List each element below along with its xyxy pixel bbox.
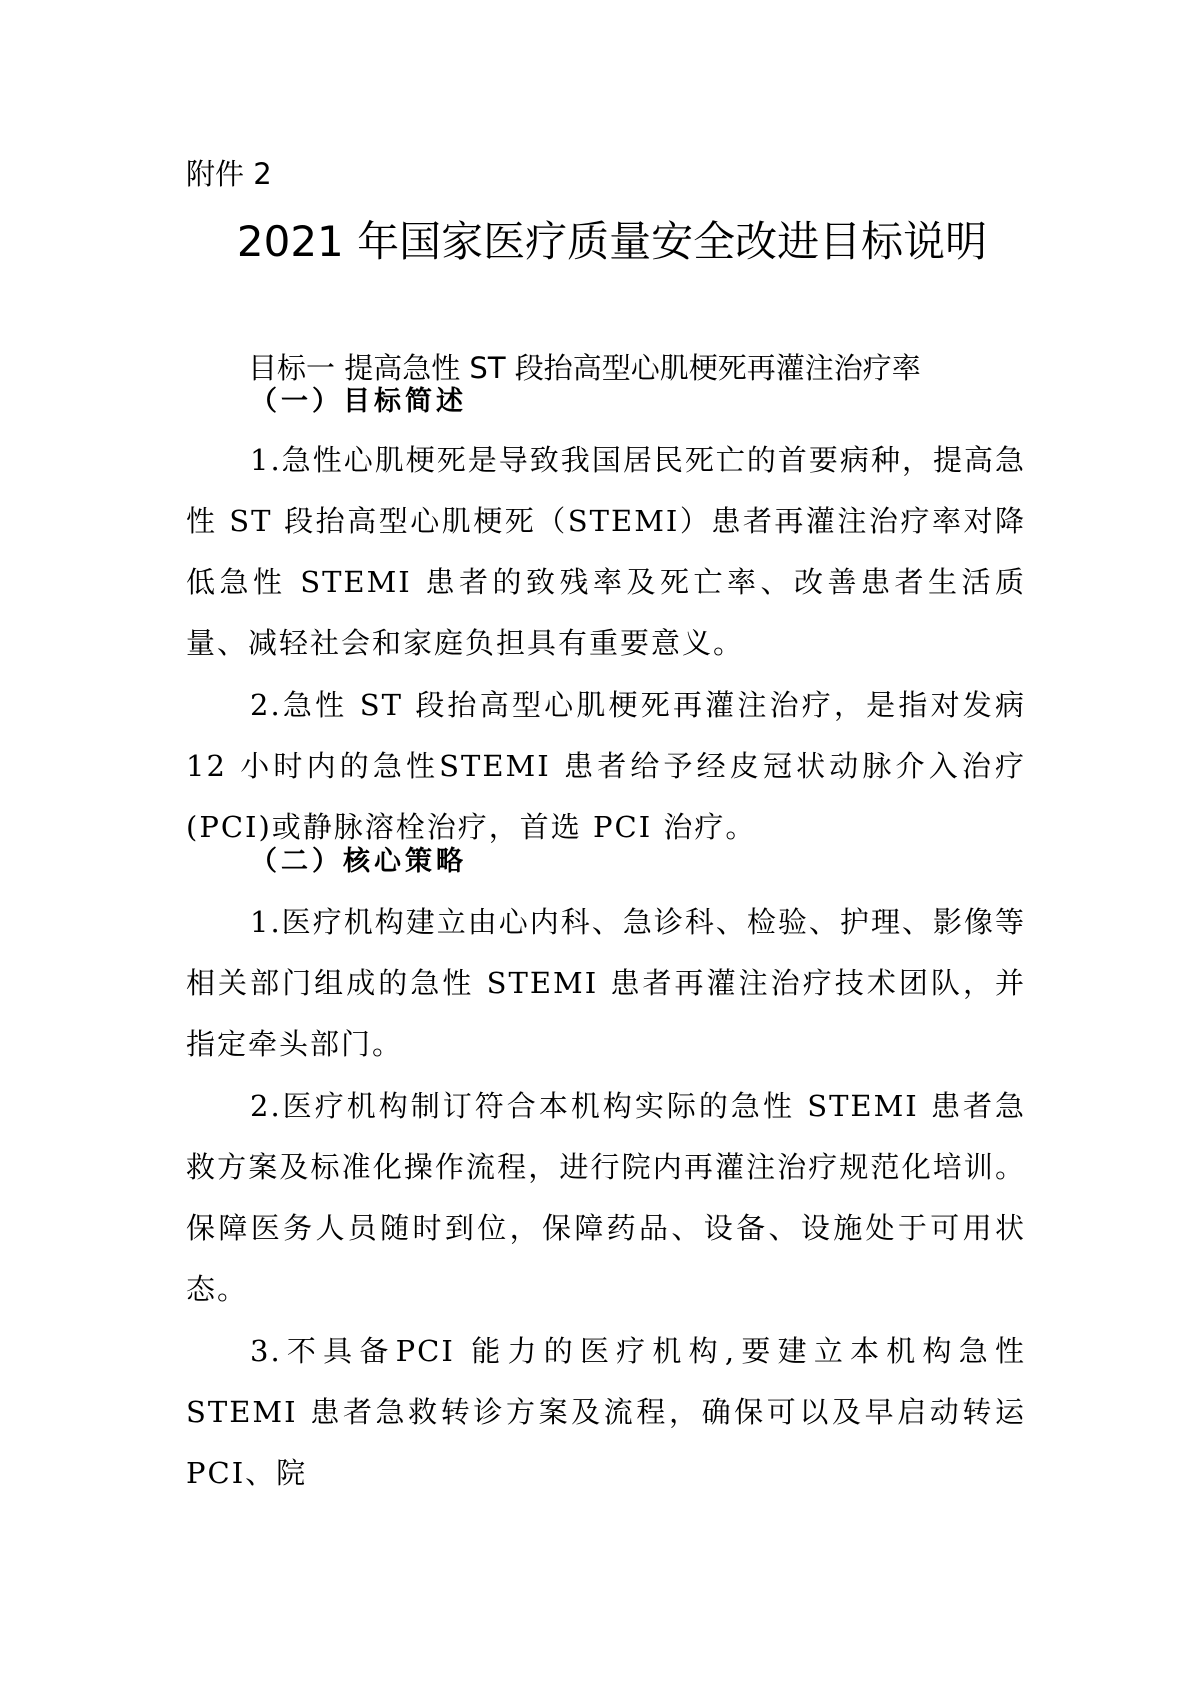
section-heading-strategy: （二）核心策略 xyxy=(250,846,467,877)
paragraph-strategy-1: 1.医疗机构建立由心内科、急诊科、检验、护理、影像等相关部门组成的急性 STEMI 患者再灌注治疗技术团队，并指定牵头部门。 xyxy=(186,905,1026,1061)
attachment-label: 附件 2 xyxy=(186,157,272,191)
section-heading-summary: （一）目标简述 xyxy=(250,386,467,417)
goal-title: 目标一 提高急性 ST 段抬高型心肌梗死再灌注治疗率 xyxy=(248,351,921,385)
paragraph-strategy-3: 3.不具备PCI 能力的医疗机构,要建立本机构急性STEMI 患者急救转诊方案及流程，确保可以及早启动转运 PCI、院 xyxy=(186,1334,1026,1490)
paragraph-strategy-2: 2.医疗机构制订符合本机构实际的急性 STEMI 患者急救方案及标准化操作流程，进行院内再灌注治疗规范化培训。保障医务人员随时到位，保障药品、设备、设施处于可用状态。 xyxy=(186,1089,1026,1306)
paragraph-summary-1: 1.急性心肌梗死是导致我国居民死亡的首要病种，提高急性 ST 段抬高型心肌梗死（STEMI）患者再灌注治疗率对降低急性 STEMI 患者的致残率及死亡率、改善患者生活质量、减轻社会和家庭负担具有重要意义。 xyxy=(186,443,1026,660)
paragraph-summary-2: 2.急性 ST 段抬高型心肌梗死再灌注治疗，是指对发病 12 小时内的急性STEMI 患者给予经皮冠状动脉介入治疗(PCI)或静脉溶栓治疗，首选 PCI 治疗。 xyxy=(186,688,1026,844)
document-title: 2021 年国家医疗质量安全改进目标说明 xyxy=(236,217,988,266)
